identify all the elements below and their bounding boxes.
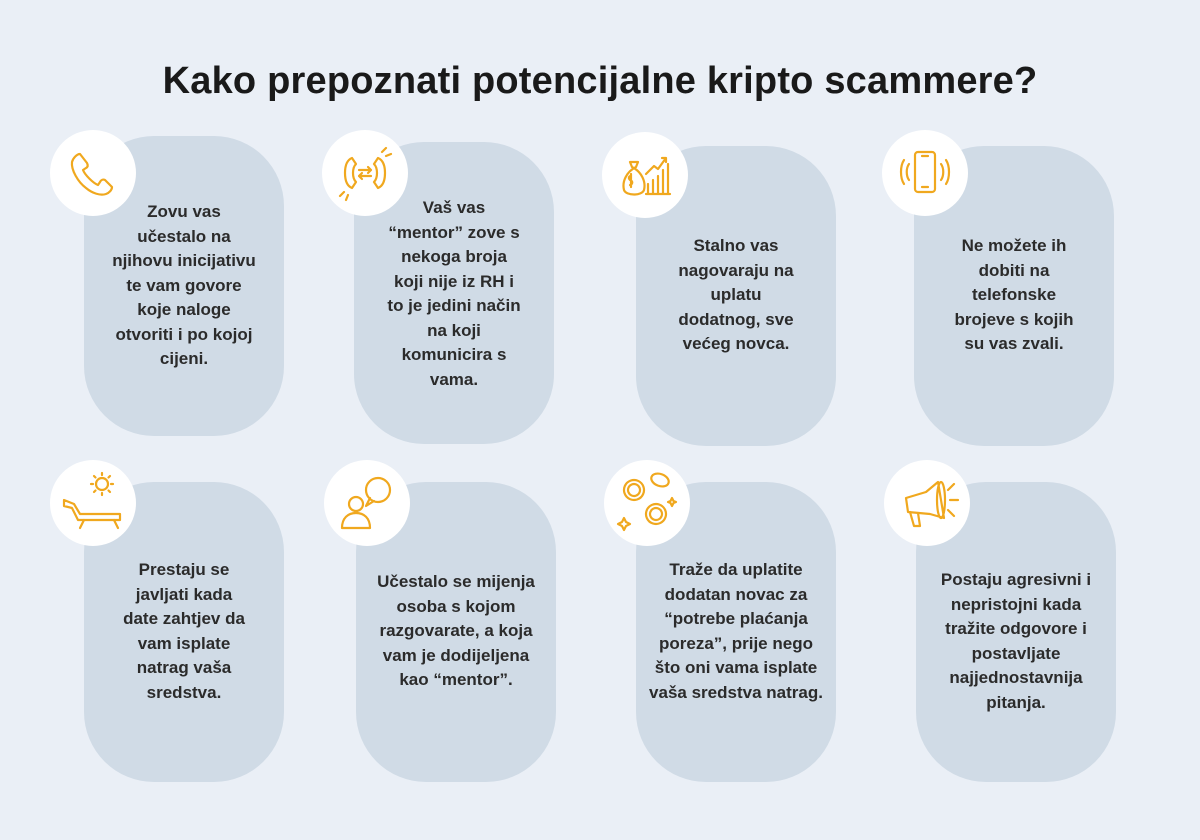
card-text: Vaš vas “mentor” zove s nekoga broja koji nije iz RH i to je jedini način na koji komunicira s vama.: [387, 198, 521, 389]
card-text: Traže da uplatite dodatan novac za “potrebe plaćanja poreza”, prije nego što oni vama isplate vaša sredstva natrag.: [649, 560, 823, 702]
card-text: Učestalo se mijenja osoba s kojom razgovarate, a koja vam je dodijeljena kao “mentor”.: [377, 572, 535, 689]
phone-icon: [50, 130, 136, 216]
card-text: Zovu vas učestalo na njihovu inicijativu te vam govore koje naloge otvoriti i po kojoj cijeni.: [112, 202, 256, 368]
sunbed-icon: [50, 460, 136, 546]
card-text: Postaju agresivni i nepristojni kada tražite odgovore i postavljate najjednostavnija pitanja.: [940, 570, 1092, 712]
card-text: Stalno vas nagovaraju na uplatu dodatnog, sve većeg novca.: [678, 236, 794, 353]
ringing-smartphone-icon: [882, 130, 968, 216]
phone-transfer-icon: [322, 130, 408, 216]
card-text: Ne možete ih dobiti na telefonske brojeve s kojih su vas zvali.: [954, 236, 1074, 353]
page-title: Kako prepoznati potencijalne kripto scammere?: [162, 60, 1038, 102]
card-text: Prestaju se javljati kada date zahtjev da vam isplate natrag vaša sredstva.: [123, 560, 245, 702]
coins-icon: [604, 460, 690, 546]
money-bag-growth-icon: [602, 132, 688, 218]
person-chat-icon: [324, 460, 410, 546]
megaphone-icon: [884, 460, 970, 546]
